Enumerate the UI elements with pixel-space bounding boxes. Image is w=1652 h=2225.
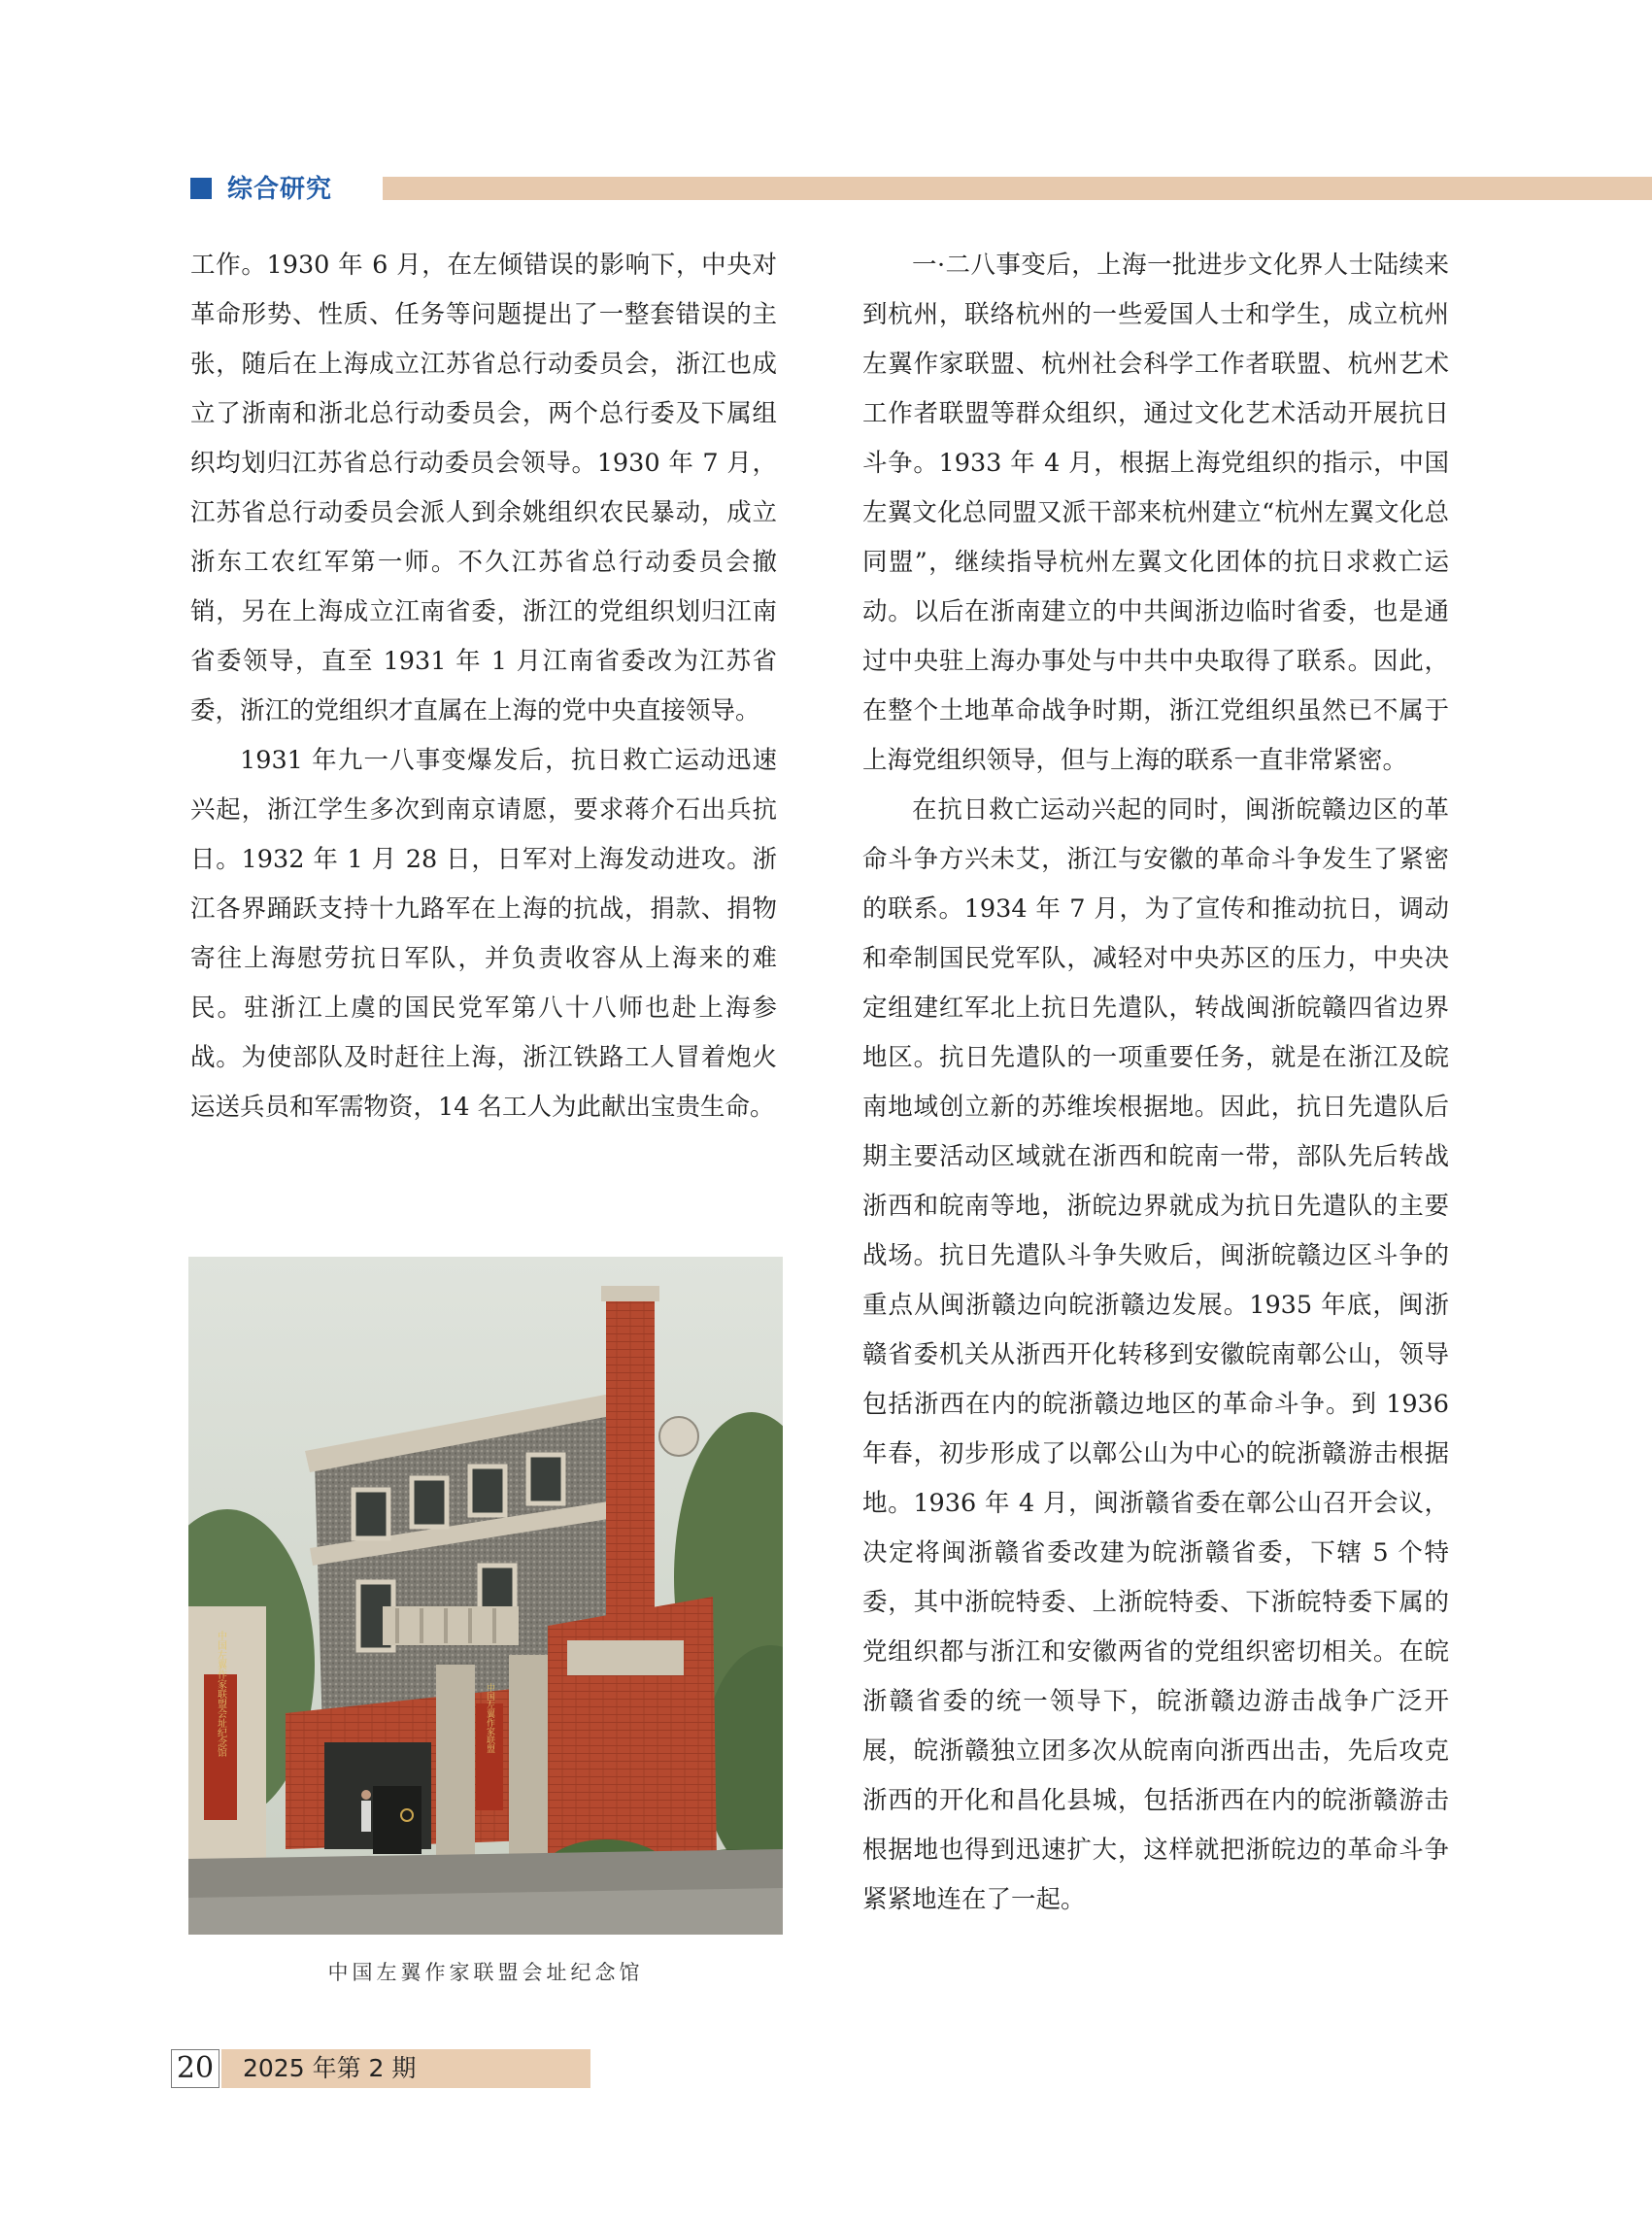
- section-title: 综合研究: [227, 175, 333, 204]
- photo-caption: 中国左翼作家联盟会址纪念馆: [327, 1961, 644, 1984]
- left-column: [190, 241, 777, 1132]
- memorial-hall-illustration: [188, 1257, 783, 1935]
- right-column: [862, 241, 1449, 1925]
- memorial-hall-photo: [188, 1257, 783, 1935]
- left-paragraph-2: 1931 年九一八事变爆发后，抗日救亡运动迅速兴起，浙江学生多次到南京请愿，要求蒋介石出兵抗日。1932 年 1 月 28 日，日军对上海发动进攻。浙江各界踊跃支持十九路军在上海的抗战，捐款、捐物寄往上海慰劳抗日军队，并负责收容从上海来的难民。驻浙江上虞的国民党军第八十八师也赴上海参战。为使部队及时赶往上海，浙江铁路工人冒着炮火运送兵员和军需物资，14 名工人为此献出宝贵生命。: [190, 746, 777, 1122]
- left-paragraph-1: 工作。1930 年 6 月，在左倾错误的影响下，中央对革命形势、性质、任务等问题提出了一整套错误的主张，随后在上海成立江苏省总行动委员会，浙江也成立了浙南和浙北总行动委员会，两个总行委及下属组织均划归江苏省总行动委员会领导。1930 年 7 月，江苏省总行动委员会派人到余姚组织农民暴动，成立浙东工农红军第一师。不久江苏省总行动委员会撤销，另在上海成立江南省委，浙江的党组织划归江南省委领导，直至 1931 年 1 月江南省委改为江苏省委，浙江的党组织才直属在上海的党中央直接领导。: [190, 251, 777, 725]
- gate-sign-left: 中国左翼作家联盟会址纪念馆: [215, 1631, 226, 1757]
- page-number: 20: [171, 2049, 219, 2088]
- section-marker-square: [190, 178, 212, 199]
- gate-sign-right: 中国左翼作家联盟: [485, 1683, 494, 1753]
- issue-label: 2025 年第 2 期: [221, 2049, 590, 2088]
- section-header: [190, 173, 1652, 212]
- right-paragraph-2: 在抗日救亡运动兴起的同时，闽浙皖赣边区的革命斗争方兴未艾，浙江与安徽的革命斗争发生了紧密的联系。1934 年 7 月，为了宣传和推动抗日，调动和牵制国民党军队，减轻对中央苏区的压力，中央决定组建红军北上抗日先遣队，转战闽浙皖赣四省边界地区。抗日先遣队的一项重要任务，就是在浙江及皖南地域创立新的苏维埃根据地。因此，抗日先遣队后期主要活动区域就在浙西和皖南一带，部队先后转战浙西和皖南等地，浙皖边界就成为抗日先遣队的主要战场。抗日先遣队斗争失败后，闽浙皖赣边区斗争的重点从闽浙赣边向皖浙赣边发展。1935 年底，闽浙赣省委机关从浙西开化转移到安徽皖南鄣公山，领导包括浙西在内的皖浙赣边地区的革命斗争。到 1936 年春，初步形成了以鄣公山为中心的皖浙赣游击根据地。1936 年 4 月，闽浙赣省委在鄣公山召开会议，决定将闽浙赣省委改建为皖浙赣省委，下辖 5 个特委，其中浙皖特委、上浙皖特委、下浙皖特委下属的党组织都与浙江和安徽两省的党组织密切相关。在皖浙赣省委的统一领导下，皖浙赣边游击战争广泛开展，皖浙赣独立团多次从皖南向浙西出击，先后攻克浙西的开化和昌化县城，包括浙西在内的皖浙赣游击根据地也得到迅速扩大，这样就把浙皖边的革命斗争紧紧地连在了一起。: [862, 795, 1449, 1914]
- right-paragraph-1: 一·二八事变后，上海一批进步文化界人士陆续来到杭州，联络杭州的一些爱国人士和学生，成立杭州左翼作家联盟、杭州社会科学工作者联盟、杭州艺术工作者联盟等群众组织，通过文化艺术活动开展抗日斗争。1933 年 4 月，根据上海党组织的指示，中国左翼文化总同盟又派干部来杭州建立“杭州左翼文化总同盟”，继续指导杭州左翼文化团体的抗日求救亡运动。以后在浙南建立的中共闽浙边临时省委，也是通过中央驻上海办事处与中共中央取得了联系。因此，在整个土地革命战争时期，浙江党组织虽然已不属于上海党组织领导，但与上海的联系一直非常紧密。: [862, 251, 1449, 775]
- header-band: [383, 177, 1652, 200]
